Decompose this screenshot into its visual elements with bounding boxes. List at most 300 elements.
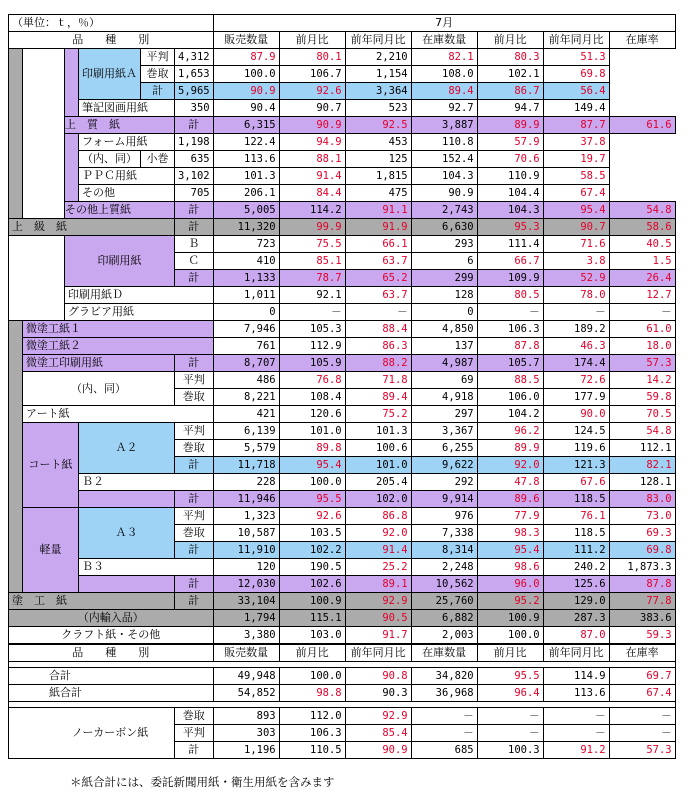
sales-mom: 98.8 — [279, 685, 345, 702]
sales-mom: 102.6 — [279, 576, 345, 593]
sub-label: Ａ２ — [79, 423, 175, 474]
stock-qty: 6,630 — [411, 219, 477, 236]
sales-yoy: 80.1 — [279, 49, 345, 66]
stock-qty: 976 — [411, 508, 477, 525]
stock-yoy: 80.3 — [477, 49, 543, 66]
sales-mom: 101.3 — [213, 168, 279, 185]
sub-label: 巻取 — [175, 525, 214, 542]
stock-qty: 9,914 — [411, 491, 477, 508]
stock-qty: 2,210 — [345, 49, 411, 66]
stock-mom: 90.9 — [411, 185, 477, 202]
sales-mom: 103.5 — [279, 525, 345, 542]
stock-rate: 54.8 — [609, 423, 675, 440]
stock-rate: 58.6 — [609, 219, 675, 236]
product-label: グラビア用紙 — [65, 304, 214, 321]
sales-qty: 3,102 — [175, 168, 214, 185]
stock-mom: 89.9 — [477, 440, 543, 457]
table-row — [9, 15, 676, 32]
table-row — [9, 168, 676, 185]
stock-qty: 475 — [345, 185, 411, 202]
stock-qty: 6,882 — [411, 610, 477, 627]
stock-qty: 1,154 — [345, 66, 411, 83]
sub-label: 巻取 — [141, 66, 175, 83]
sales-yoy: 92.5 — [345, 117, 411, 134]
calc-label: 計 — [175, 202, 214, 219]
sales-mom: 90.4 — [213, 100, 279, 117]
header-col: 前年同月比 — [543, 644, 609, 662]
sub-label: Ｂ — [175, 236, 214, 253]
sub-label: 巻取 — [175, 440, 214, 457]
stock-mom: － — [477, 304, 543, 321]
stock-qty: 3,364 — [345, 83, 411, 100]
stock-mom: 106.0 — [477, 389, 543, 406]
stock-mom: 104.3 — [477, 202, 543, 219]
sales-yoy: 65.2 — [345, 270, 411, 287]
stock-rate: － — [609, 708, 675, 725]
stock-qty: 2,248 — [411, 559, 477, 576]
sales-qty: 228 — [213, 474, 279, 491]
sales-qty: 8,221 — [213, 389, 279, 406]
stock-rate: 69.8 — [609, 542, 675, 559]
stock-yoy: 121.3 — [543, 457, 609, 474]
header-category: 品 種 別 — [9, 32, 214, 49]
stock-rate: 87.8 — [609, 576, 675, 593]
unit-label: （単位：ｔ，％） — [9, 15, 214, 32]
header-col: 在庫率 — [609, 644, 675, 662]
table-row — [9, 49, 676, 66]
blank — [79, 576, 175, 593]
stock-mom: 95.4 — [477, 542, 543, 559]
product-label: コート紙 — [23, 423, 79, 508]
sales-mom: 100.0 — [279, 474, 345, 491]
table-row — [9, 508, 676, 525]
stock-yoy: － — [543, 304, 609, 321]
stock-yoy: 70.6 — [477, 151, 543, 168]
indent-bar — [65, 49, 79, 117]
footnote: ＊紙合計には、委託新聞用紙・衛生用紙を含みます — [70, 775, 335, 789]
product-label: 微塗工紙２ — [23, 338, 214, 355]
stock-mom: － — [477, 725, 543, 742]
sales-yoy: 92.0 — [345, 525, 411, 542]
imports-label: （内輸入品） — [9, 610, 214, 627]
stock-rate: 82.1 — [609, 457, 675, 474]
stock-rate: 59.8 — [609, 389, 675, 406]
sales-yoy: 106.7 — [279, 66, 345, 83]
sales-qty: 4,312 — [175, 49, 214, 66]
stock-mom: 89.6 — [477, 491, 543, 508]
header-category: 品 種 別 — [9, 644, 214, 662]
sales-qty: 5,005 — [213, 202, 279, 219]
stock-yoy: － — [543, 725, 609, 742]
header-col: 前月比 — [279, 32, 345, 49]
stock-mom: 109.9 — [477, 270, 543, 287]
stock-qty: 685 — [411, 742, 477, 759]
sales-yoy: 84.4 — [279, 185, 345, 202]
stock-yoy: 104.4 — [477, 185, 543, 202]
sub-label: 平判 — [175, 725, 214, 742]
stock-qty: 3,887 — [411, 117, 477, 134]
table-row — [9, 372, 676, 389]
table-row — [9, 685, 676, 702]
stock-mom: 96.2 — [477, 423, 543, 440]
sales-qty: 1,011 — [213, 287, 279, 304]
calc-label: 計 — [175, 219, 214, 236]
stock-yoy: 287.3 — [543, 610, 609, 627]
stock-yoy: 91.2 — [543, 742, 609, 759]
sales-qty: 350 — [175, 100, 214, 117]
stock-qty: 10,562 — [411, 576, 477, 593]
sales-yoy: 100.6 — [345, 440, 411, 457]
sales-yoy: 101.0 — [345, 457, 411, 474]
stock-rate: 69.3 — [609, 525, 675, 542]
sub-label: Ｂ３ — [79, 559, 214, 576]
table-row — [9, 593, 676, 610]
table-row — [9, 185, 676, 202]
sales-yoy: 90.8 — [345, 668, 411, 685]
product-label: （内、同） — [23, 372, 175, 406]
stock-qty: 34,820 — [411, 668, 477, 685]
sub-label: Ａ３ — [79, 508, 175, 559]
sales-mom: 100.0 — [279, 668, 345, 685]
stock-yoy: 102.1 — [477, 66, 543, 83]
stock-rate: 14.2 — [609, 372, 675, 389]
stock-mom: 98.6 — [477, 559, 543, 576]
stock-yoy: 78.0 — [543, 287, 609, 304]
sales-mom: 100.9 — [279, 593, 345, 610]
sales-yoy: 101.3 — [345, 423, 411, 440]
stock-rate: 40.5 — [609, 236, 675, 253]
header-col: 販売数量 — [213, 32, 279, 49]
sales-mom: － — [279, 304, 345, 321]
sub-label: 巻取 — [175, 389, 214, 406]
stock-mom: 108.0 — [411, 66, 477, 83]
sales-mom: 87.9 — [213, 49, 279, 66]
stock-qty: 125 — [345, 151, 411, 168]
product-label: ＰＰＣ用紙 — [79, 168, 175, 185]
indent-bar — [65, 134, 79, 202]
header-col: 前年同月比 — [345, 32, 411, 49]
stock-mom: 110.8 — [411, 134, 477, 151]
subtotal-label: 上 質 紙 — [65, 117, 175, 134]
sales-qty: 761 — [213, 338, 279, 355]
sales-qty: 635 — [175, 151, 214, 168]
stock-qty: 453 — [345, 134, 411, 151]
stock-qty: － — [411, 708, 477, 725]
stock-yoy: 113.6 — [543, 685, 609, 702]
sales-qty: 6,315 — [213, 117, 279, 134]
stock-yoy: 118.5 — [543, 491, 609, 508]
stock-yoy: 87.0 — [543, 627, 609, 645]
stock-rate: 37.8 — [543, 134, 609, 151]
sales-yoy: 91.1 — [345, 202, 411, 219]
stock-mom: 95.2 — [477, 593, 543, 610]
table-row — [9, 321, 676, 338]
sales-yoy: 86.8 — [345, 508, 411, 525]
stock-rate: 57.3 — [609, 742, 675, 759]
product-label: 微塗工紙１ — [23, 321, 214, 338]
sales-mom: 95.4 — [279, 457, 345, 474]
table-row — [9, 100, 676, 117]
sales-yoy: 63.7 — [345, 287, 411, 304]
sales-yoy: 91.9 — [345, 219, 411, 236]
product-label: （内、同） — [79, 151, 141, 168]
sales-mom: 100.0 — [213, 66, 279, 83]
header-col: 在庫数量 — [411, 32, 477, 49]
sales-qty: 410 — [213, 253, 279, 270]
sales-yoy: 75.2 — [345, 406, 411, 423]
stock-rate: 73.0 — [609, 508, 675, 525]
sub-label: 平判 — [141, 49, 175, 66]
product-label: アート紙 — [23, 406, 214, 423]
stock-yoy: － — [543, 708, 609, 725]
stock-mom: 104.2 — [477, 406, 543, 423]
stock-yoy: 110.9 — [477, 168, 543, 185]
stock-qty: 293 — [411, 236, 477, 253]
sales-mom: 105.9 — [279, 355, 345, 372]
stock-rate: 18.0 — [609, 338, 675, 355]
stock-yoy: 76.1 — [543, 508, 609, 525]
sales-mom: 105.3 — [279, 321, 345, 338]
group-label: 上 級 紙 — [9, 219, 175, 236]
stock-qty: 6 — [411, 253, 477, 270]
stock-qty: 128 — [411, 287, 477, 304]
sales-qty: 1,794 — [213, 610, 279, 627]
stock-mom: 87.8 — [477, 338, 543, 355]
sales-yoy: 85.4 — [345, 725, 411, 742]
stock-rate: － — [609, 725, 675, 742]
sales-yoy: 92.9 — [345, 708, 411, 725]
calc-label: 計 — [175, 593, 214, 610]
stock-yoy: 95.4 — [543, 202, 609, 219]
sales-mom: 206.1 — [213, 185, 279, 202]
sales-yoy: 91.4 — [345, 542, 411, 559]
sub-label: 計 — [175, 270, 214, 287]
paper-sales-inventory-table — [8, 14, 676, 759]
table-row — [9, 668, 676, 685]
calc-label: 計 — [175, 457, 214, 474]
product-label: その他 — [79, 185, 175, 202]
sales-mom: 115.1 — [279, 610, 345, 627]
table-row — [9, 559, 676, 576]
sales-qty: 0 — [213, 304, 279, 321]
sales-mom: 92.1 — [279, 287, 345, 304]
stock-qty: 137 — [411, 338, 477, 355]
stock-mom: － — [477, 708, 543, 725]
stock-yoy: 87.7 — [543, 117, 609, 134]
sales-yoy: 25.2 — [345, 559, 411, 576]
stock-yoy: 177.9 — [543, 389, 609, 406]
sales-qty: 5,965 — [175, 83, 214, 100]
craft-label: クラフト紙・その他 — [9, 627, 214, 645]
sales-yoy: 94.9 — [279, 134, 345, 151]
product-label: 軽量 — [23, 508, 79, 593]
header-col: 販売数量 — [213, 644, 279, 662]
table-row — [9, 236, 676, 253]
sub-label: 平判 — [175, 423, 214, 440]
sales-qty: 12,030 — [213, 576, 279, 593]
stock-yoy: 174.4 — [543, 355, 609, 372]
sub-label: 小巻 — [141, 151, 175, 168]
stock-mom: 98.3 — [477, 525, 543, 542]
sales-yoy: 90.7 — [279, 100, 345, 117]
sub-label: Ｃ — [175, 253, 214, 270]
stock-yoy: 71.6 — [543, 236, 609, 253]
stock-qty: 36,968 — [411, 685, 477, 702]
stock-yoy: 46.3 — [543, 338, 609, 355]
stock-mom: 104.3 — [411, 168, 477, 185]
table-row — [9, 576, 676, 593]
stock-yoy: 240.2 — [543, 559, 609, 576]
sales-qty: 10,587 — [213, 525, 279, 542]
stock-rate: 83.0 — [609, 491, 675, 508]
stock-mom: 111.4 — [477, 236, 543, 253]
stock-qty: 297 — [411, 406, 477, 423]
sales-mom: 102.2 — [279, 542, 345, 559]
stock-qty: 69 — [411, 372, 477, 389]
sales-mom: 114.2 — [279, 202, 345, 219]
stock-rate: 67.4 — [543, 185, 609, 202]
sub-label: 巻取 — [175, 708, 214, 725]
table-row — [9, 474, 676, 491]
sub-label: 平判 — [175, 372, 214, 389]
sales-yoy: 92.9 — [345, 593, 411, 610]
sales-qty: 421 — [213, 406, 279, 423]
sub-label: 計 — [175, 742, 214, 759]
sales-mom: 95.5 — [279, 491, 345, 508]
stock-rate: 61.0 — [609, 321, 675, 338]
calc-label: 計 — [175, 355, 214, 372]
stock-qty: 8,314 — [411, 542, 477, 559]
table-row — [9, 423, 676, 440]
table-row — [9, 610, 676, 627]
sales-mom: 89.8 — [279, 440, 345, 457]
stock-mom: 96.0 — [477, 576, 543, 593]
stock-qty: 4,850 — [411, 321, 477, 338]
stock-yoy: 94.7 — [477, 100, 543, 117]
sales-mom: 101.0 — [279, 423, 345, 440]
stock-mom: 96.4 — [477, 685, 543, 702]
sales-qty: 6,139 — [213, 423, 279, 440]
stock-yoy: 52.9 — [543, 270, 609, 287]
stock-qty: 2,743 — [411, 202, 477, 219]
sales-mom: 78.7 — [279, 270, 345, 287]
stock-qty: 2,003 — [411, 627, 477, 645]
stock-qty: 299 — [411, 270, 477, 287]
stock-rate: 128.1 — [609, 474, 675, 491]
sales-qty: 11,718 — [213, 457, 279, 474]
sales-qty: 1,133 — [213, 270, 279, 287]
stock-mom: 89.4 — [411, 83, 477, 100]
header-col: 前月比 — [279, 644, 345, 662]
sales-qty: 486 — [213, 372, 279, 389]
stock-qty: 523 — [345, 100, 411, 117]
calc-label: 計 — [175, 117, 214, 134]
sales-yoy: 92.6 — [279, 83, 345, 100]
calc-label: 計 — [175, 542, 214, 559]
sales-mom: 75.5 — [279, 236, 345, 253]
stock-rate: 54.8 — [609, 202, 675, 219]
stock-mom: 66.7 — [477, 253, 543, 270]
stock-mom: 95.3 — [477, 219, 543, 236]
month-label: 7月 — [213, 15, 675, 32]
sales-mom: 106.3 — [279, 725, 345, 742]
stock-mom: 88.5 — [477, 372, 543, 389]
sales-yoy: 88.4 — [345, 321, 411, 338]
stock-yoy: 90.7 — [543, 219, 609, 236]
sales-yoy: 88.1 — [279, 151, 345, 168]
sales-qty: 1,323 — [213, 508, 279, 525]
sales-yoy: 91.4 — [279, 168, 345, 185]
sales-qty: 723 — [213, 236, 279, 253]
stock-qty: 4,918 — [411, 389, 477, 406]
sales-yoy: 102.0 — [345, 491, 411, 508]
stock-rate: 1.5 — [609, 253, 675, 270]
calc-label: 計 — [175, 576, 214, 593]
blank — [79, 491, 175, 508]
product-label: 印刷用紙Ｄ — [65, 287, 214, 304]
sales-yoy: 66.1 — [345, 236, 411, 253]
table-row — [9, 151, 676, 168]
stock-rate: 61.6 — [609, 117, 675, 134]
sales-mom: 92.6 — [279, 508, 345, 525]
stock-yoy: 3.8 — [543, 253, 609, 270]
stock-yoy: 67.6 — [543, 474, 609, 491]
sub-label: 平判 — [175, 508, 214, 525]
sales-yoy: 205.4 — [345, 474, 411, 491]
stock-rate: 56.4 — [543, 83, 609, 100]
stock-rate: 77.8 — [609, 593, 675, 610]
indent — [23, 49, 65, 219]
sales-qty: 7,946 — [213, 321, 279, 338]
stock-mom: 95.5 — [477, 668, 543, 685]
table-row — [9, 338, 676, 355]
table-row — [9, 355, 676, 372]
sales-mom: 113.6 — [213, 151, 279, 168]
stock-mom: 152.4 — [411, 151, 477, 168]
stock-rate: 19.7 — [543, 151, 609, 168]
sales-yoy: 86.3 — [345, 338, 411, 355]
stock-yoy: 129.0 — [543, 593, 609, 610]
total-label: 合計 — [9, 668, 214, 685]
table-row — [9, 32, 676, 49]
sales-qty: 303 — [213, 725, 279, 742]
sales-yoy: 88.2 — [345, 355, 411, 372]
sales-mom: 112.0 — [279, 708, 345, 725]
product-label: 筆記図画用紙 — [79, 100, 175, 117]
table-row — [9, 708, 676, 725]
header-col: 在庫数量 — [411, 644, 477, 662]
sub-label: 計 — [141, 83, 175, 100]
table-row — [9, 219, 676, 236]
group-bar — [9, 321, 23, 593]
sales-yoy: 63.7 — [345, 253, 411, 270]
stock-yoy: 119.6 — [543, 440, 609, 457]
indent — [9, 236, 65, 321]
sales-yoy: 90.5 — [345, 610, 411, 627]
stock-yoy: 114.9 — [543, 668, 609, 685]
sales-qty: 8,707 — [213, 355, 279, 372]
sales-qty: 5,579 — [213, 440, 279, 457]
calc-label: 計 — [175, 491, 214, 508]
stock-qty: 292 — [411, 474, 477, 491]
table-row — [9, 202, 676, 219]
sales-mom: 120.6 — [279, 406, 345, 423]
stock-qty: － — [411, 725, 477, 742]
stock-yoy: 90.0 — [543, 406, 609, 423]
sales-qty: 705 — [175, 185, 214, 202]
stock-mom: 89.9 — [477, 117, 543, 134]
product-label: 印刷用紙 — [65, 236, 175, 287]
